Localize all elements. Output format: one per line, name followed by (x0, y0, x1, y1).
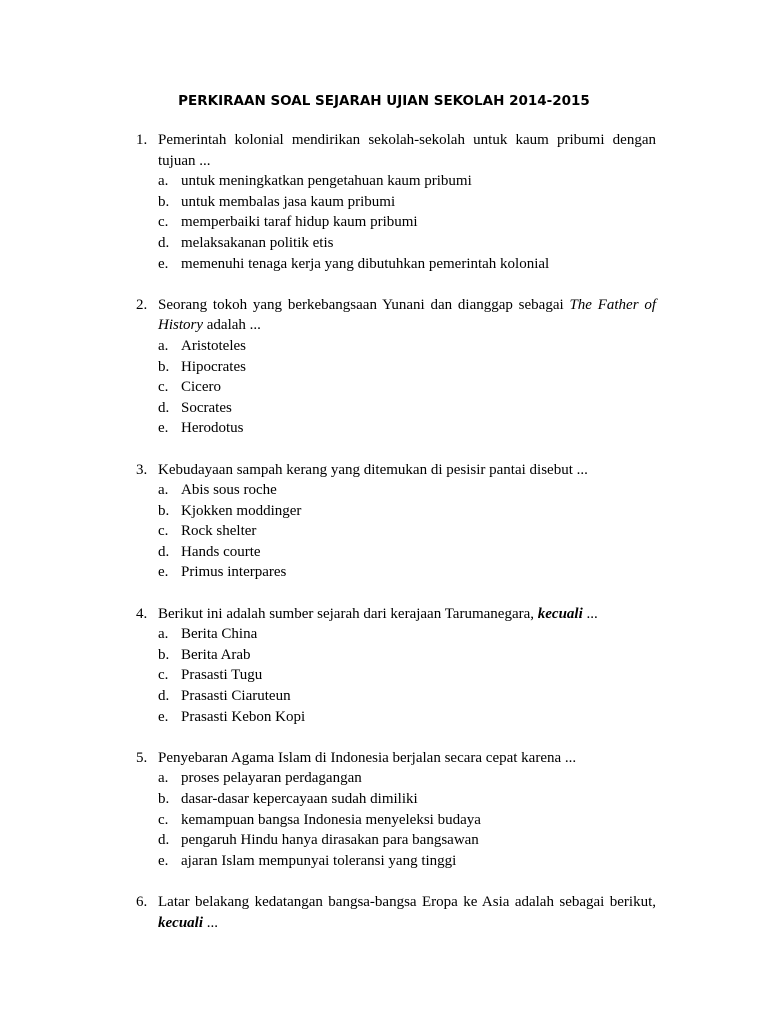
question-emphasis: kecuali (537, 605, 583, 622)
option-label: c. (158, 667, 169, 684)
option-text: memenuhi tenaga kerja yang dibutuhkan pemerintah kolonial (181, 255, 550, 272)
option-label: a. (158, 337, 169, 354)
question-3 (136, 460, 656, 584)
option-text: kemampuan bangsa Indonesia menyeleksi budaya (181, 811, 481, 828)
option-text: Berita Arab (181, 646, 251, 663)
option-label: e. (158, 852, 169, 869)
option-b (158, 789, 656, 810)
option-label: c. (158, 523, 169, 540)
question-text: Pemerintah kolonial mendirikan sekolah-sekolah untuk kaum pribumi dengan tujuan ... (158, 132, 656, 169)
option-b (158, 645, 656, 666)
option-label: c. (158, 214, 169, 231)
option-text: Hipocrates (181, 358, 246, 375)
option-label: a. (158, 173, 169, 190)
option-label: e. (158, 564, 169, 581)
question-stem (158, 604, 656, 625)
option-text: proses pelayaran perdagangan (181, 770, 362, 787)
page-title: PERKIRAAN SOAL SEJARAH UJIAN SEKOLAH 2014-2015 (178, 93, 590, 109)
question-text: Kebudayaan sampah kerang yang ditemukan di pesisir pantai disebut ... (158, 461, 588, 478)
option-text: Kjokken moddinger (181, 502, 302, 519)
option-text: memperbaiki taraf hidup kaum pribumi (181, 214, 418, 231)
option-label: d. (158, 832, 170, 849)
option-b (158, 501, 656, 522)
option-d (158, 398, 656, 419)
option-d (158, 830, 656, 851)
question-number: 6. (136, 893, 148, 910)
option-label: e. (158, 255, 169, 272)
option-e (158, 707, 656, 728)
option-c (158, 377, 656, 398)
option-e (158, 851, 656, 872)
question-4 (136, 604, 656, 728)
option-label: b. (158, 502, 170, 519)
option-a (158, 336, 656, 357)
option-text: Prasasti Ciaruteun (181, 688, 291, 705)
question-stem (158, 130, 656, 171)
question-text: Penyebaran Agama Islam di Indonesia berjalan secara cepat karena ... (158, 749, 577, 766)
option-c (158, 521, 656, 542)
option-label: b. (158, 193, 170, 210)
option-d (158, 233, 656, 254)
question-text: Seorang tokoh yang berkebangsaan Yunani dan dianggap sebagai (158, 296, 570, 313)
question-stem (158, 460, 656, 481)
option-a (158, 768, 656, 789)
option-label: b. (158, 358, 170, 375)
question-text: Latar belakang kedatangan bangsa-bangsa Eropa ke Asia adalah sebagai berikut, (158, 893, 656, 910)
option-d (158, 686, 656, 707)
option-text: Abis sous roche (181, 482, 277, 499)
question-text-end: ... (582, 605, 598, 622)
question-stem (158, 892, 656, 933)
option-label: d. (158, 688, 170, 705)
question-list (136, 130, 656, 954)
option-text: Aristoteles (181, 337, 246, 354)
question-5 (136, 748, 656, 872)
question-2 (136, 295, 656, 439)
question-text: Berikut ini adalah sumber sejarah dari kerajaan Tarumanegara, (158, 605, 538, 622)
option-e (158, 254, 656, 275)
option-b (158, 357, 656, 378)
option-label: b. (158, 791, 170, 807)
option-text: Hands courte (181, 543, 261, 560)
option-text: dasar-dasar kepercayaan sudah dimiliki (181, 791, 418, 807)
option-b (158, 192, 656, 213)
option-label: a. (158, 482, 169, 499)
option-text: Prasasti Tugu (181, 667, 263, 684)
option-a (158, 624, 656, 645)
option-list (158, 480, 656, 583)
question-text-end: adalah ... (203, 317, 261, 334)
option-label: a. (158, 626, 169, 643)
option-label: b. (158, 646, 170, 663)
option-c (158, 212, 656, 233)
option-list (158, 768, 656, 871)
option-text: Cicero (181, 379, 221, 396)
option-list (158, 336, 656, 439)
option-label: e. (158, 420, 169, 437)
option-list (158, 171, 656, 274)
option-list (158, 624, 656, 727)
option-label: a. (158, 770, 169, 787)
question-6 (136, 892, 656, 933)
question-number: 4. (136, 605, 148, 622)
question-number: 5. (136, 749, 148, 766)
option-label: c. (158, 811, 169, 828)
question-number: 2. (136, 296, 148, 313)
question-emphasis: kecuali (158, 914, 203, 931)
option-c (158, 810, 656, 831)
question-1 (136, 130, 656, 274)
question-text-end: ... (203, 914, 218, 931)
option-text: Rock shelter (181, 523, 257, 540)
option-text: Socrates (181, 399, 232, 416)
option-text: Herodotus (181, 420, 244, 437)
option-label: e. (158, 708, 169, 725)
option-text: untuk membalas jasa kaum pribumi (181, 193, 396, 210)
option-text: Prasasti Kebon Kopi (181, 708, 306, 725)
option-e (158, 562, 656, 583)
option-text: melaksakanan politik etis (181, 234, 334, 251)
option-c (158, 665, 656, 686)
option-text: ajaran Islam mempunyai toleransi yang tinggi (181, 852, 457, 869)
option-e (158, 418, 656, 439)
option-label: d. (158, 543, 170, 560)
question-number: 3. (136, 461, 148, 478)
question-emphasis: The Father of History (158, 296, 656, 334)
option-a (158, 480, 656, 501)
question-stem (158, 295, 656, 336)
question-stem (158, 748, 656, 769)
option-text: Primus interpares (181, 564, 287, 581)
option-text: pengaruh Hindu hanya dirasakan para bangsawan (181, 832, 479, 849)
option-a (158, 171, 656, 192)
question-number: 1. (136, 132, 148, 148)
option-label: d. (158, 399, 170, 416)
option-label: d. (158, 234, 170, 251)
option-label: c. (158, 379, 169, 396)
option-text: untuk meningkatkan pengetahuan kaum pribumi (181, 173, 472, 190)
option-d (158, 542, 656, 563)
option-text: Berita China (181, 626, 258, 643)
